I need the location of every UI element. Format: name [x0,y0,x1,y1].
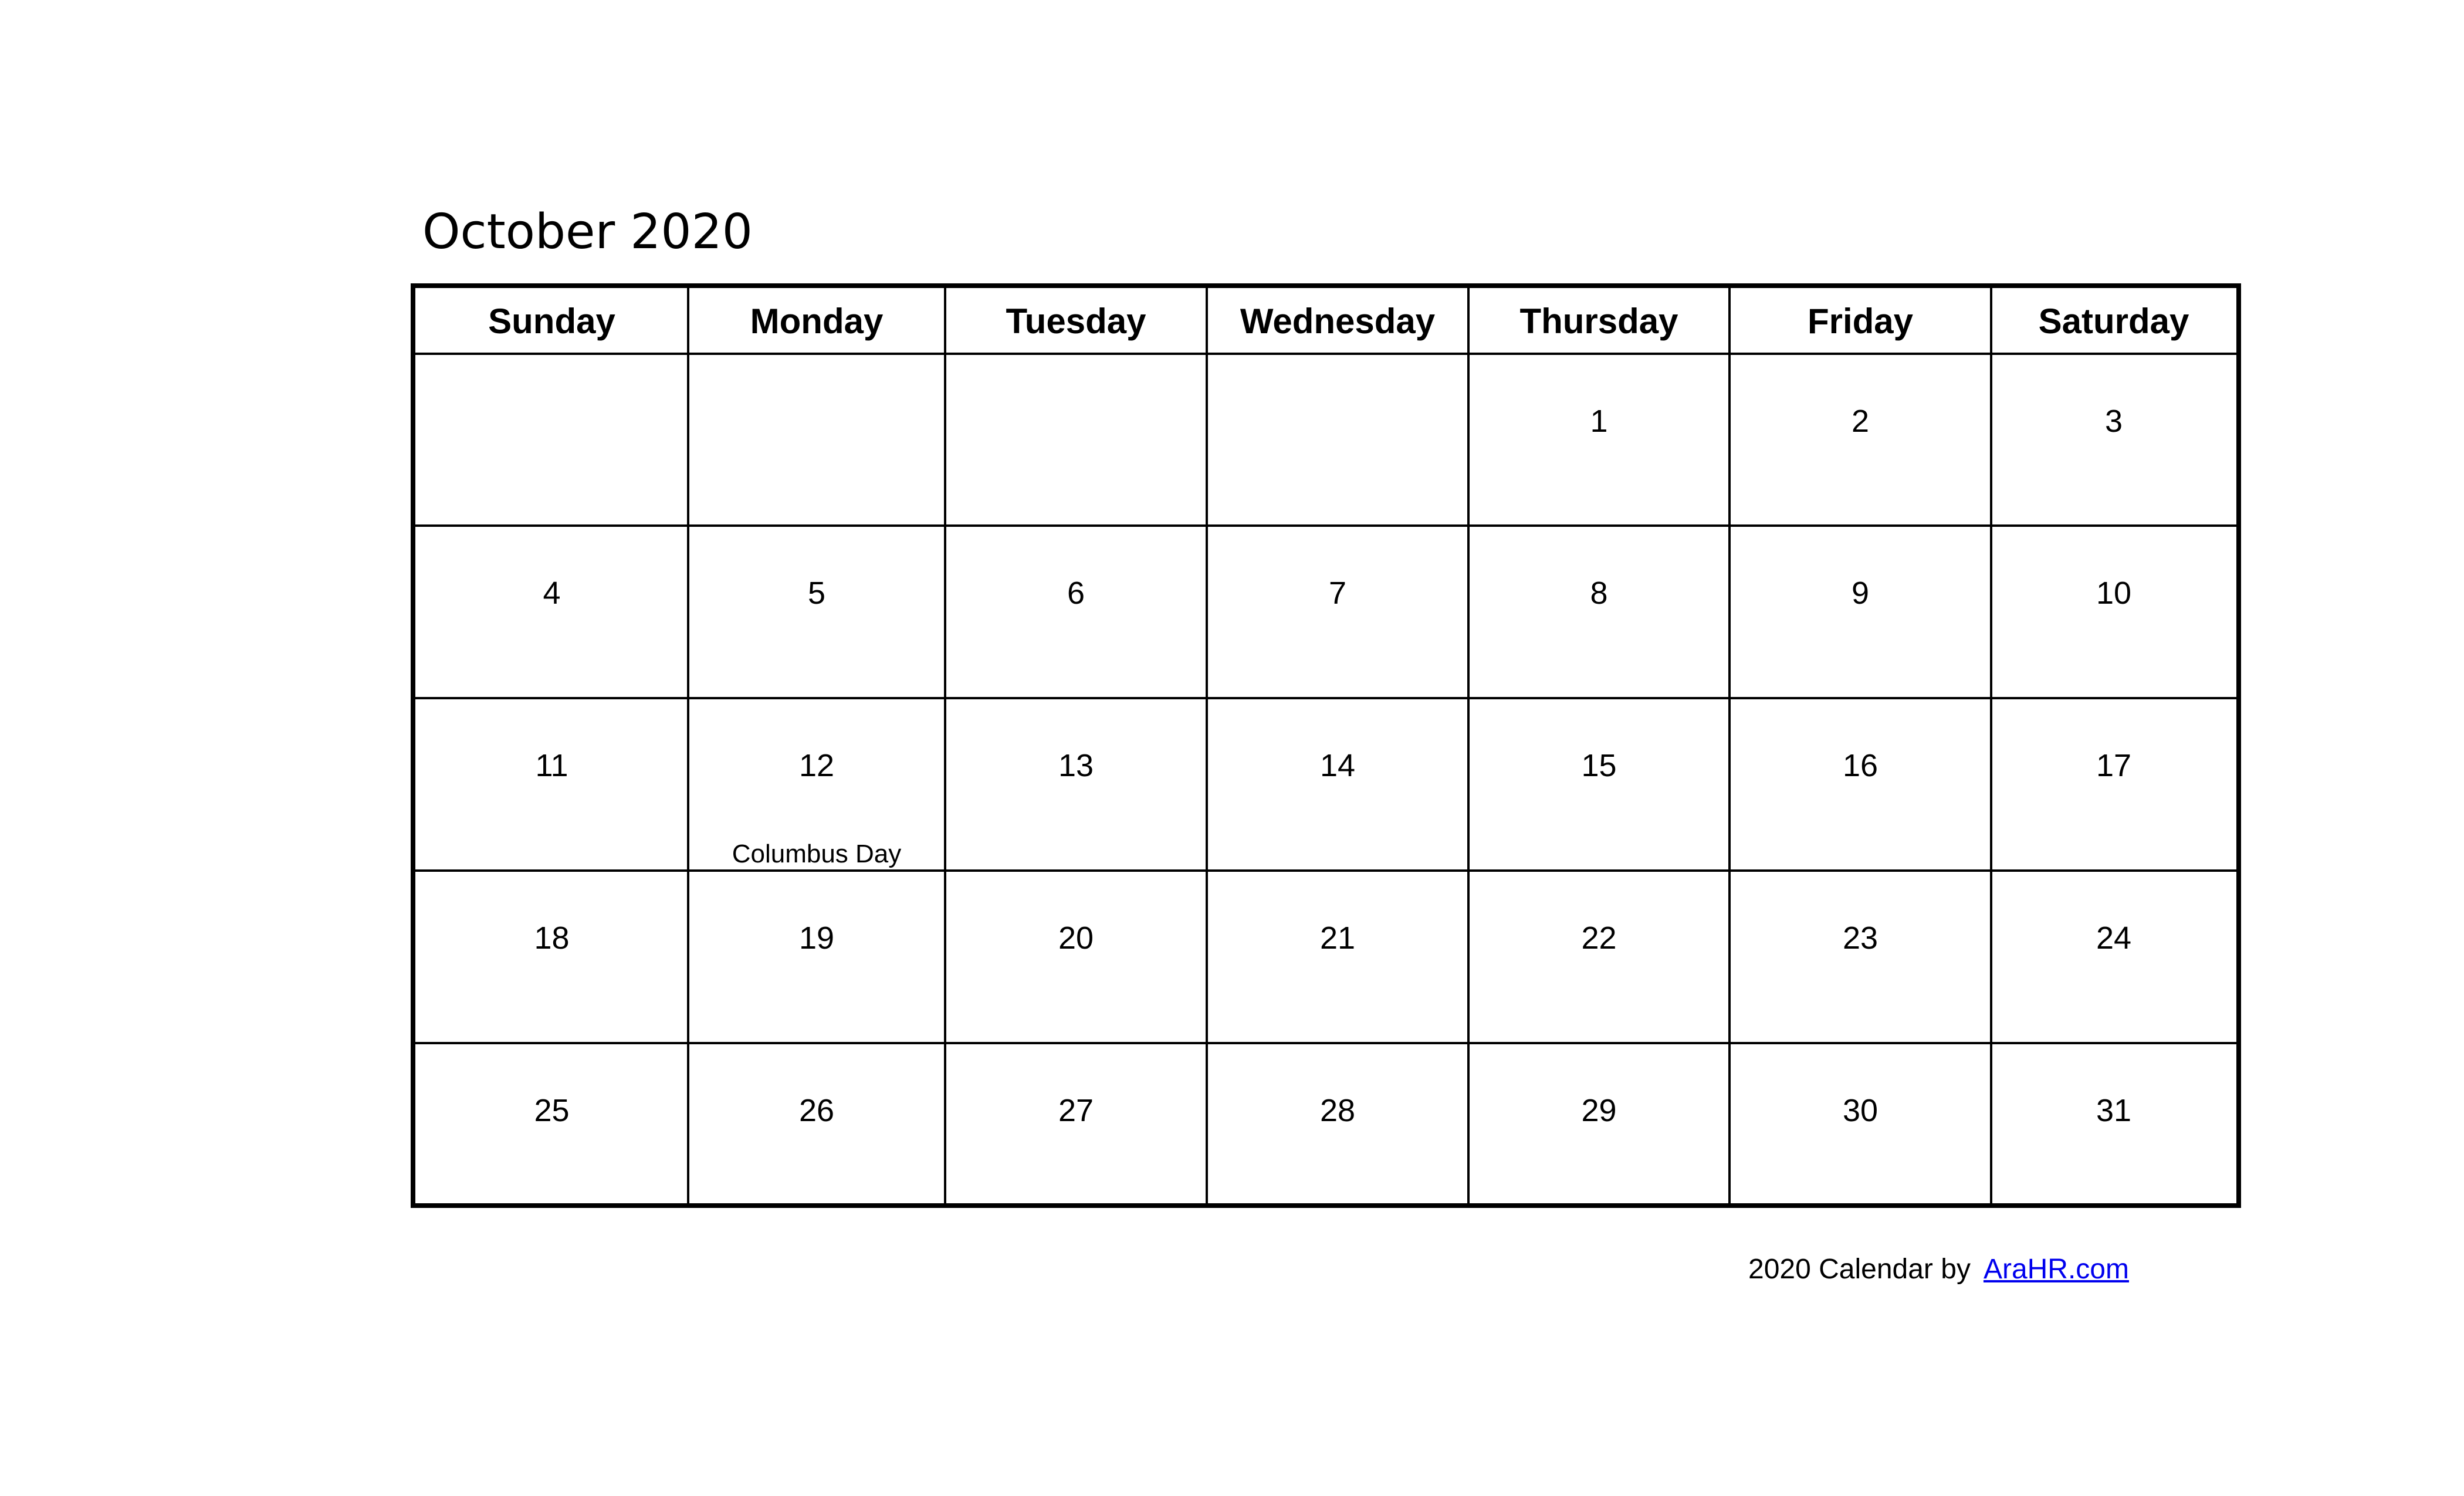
day-number: 28 [1319,1093,1356,1128]
day-number: 7 [1328,576,1347,611]
day-number: 9 [1851,576,1870,611]
grid-column-divider [1728,288,1731,1203]
footer-text: 2020 Calendar by [1748,1254,1971,1285]
day-number: 5 [807,576,826,611]
weekday-header-wednesday: Wednesday [1240,301,1436,341]
day-number: 3 [2104,404,2123,439]
holiday-label: Columbus Day [732,840,902,868]
day-number: 8 [1590,576,1608,611]
day-number: 21 [1319,920,1356,956]
weekday-header-sunday: Sunday [488,301,615,341]
day-number: 2 [1851,404,1870,439]
day-number: 24 [2096,920,2132,956]
grid-row-divider [415,1042,2236,1044]
calendar-grid [411,283,2241,1208]
day-number: 16 [1842,748,1879,783]
day-number: 27 [1058,1093,1094,1128]
calendar-title: October 2020 [422,204,753,260]
weekday-header-saturday: Saturday [2038,301,2189,341]
day-number: 4 [543,576,561,611]
grid-row-divider [415,869,2236,872]
day-number: 13 [1058,748,1094,783]
day-number: 10 [2096,576,2132,611]
day-number: 31 [2096,1093,2132,1128]
day-number: 15 [1581,748,1617,783]
weekday-header-tuesday: Tuesday [1006,301,1146,341]
day-number: 1 [1590,404,1608,439]
day-number: 22 [1581,920,1617,956]
footer-credit [1748,1255,2129,1284]
weekday-header-thursday: Thursday [1519,301,1678,341]
day-number: 26 [798,1093,835,1128]
grid-column-divider [944,288,946,1203]
arahr-link[interactable]: AraHR.com [1983,1254,2129,1285]
day-number: 17 [2096,748,2132,783]
weekday-header-friday: Friday [1807,301,1914,341]
grid-column-divider [1467,288,1470,1203]
day-number: 6 [1067,576,1085,611]
day-number: 23 [1842,920,1879,956]
grid-row-divider [415,697,2236,699]
grid-column-divider [687,288,689,1203]
grid-row-divider [415,524,2236,527]
day-number: 11 [535,748,568,783]
day-number: 30 [1842,1093,1879,1128]
day-number: 19 [798,920,835,956]
day-number: 14 [1319,748,1356,783]
weekday-header-monday: Monday [750,301,884,341]
grid-column-divider [1206,288,1208,1203]
grid-column-divider [1990,288,1992,1203]
day-number: 25 [534,1093,570,1128]
day-number: 12 [798,748,835,783]
day-number: 20 [1058,920,1094,956]
day-number: 29 [1581,1093,1617,1128]
day-number: 18 [534,920,570,956]
